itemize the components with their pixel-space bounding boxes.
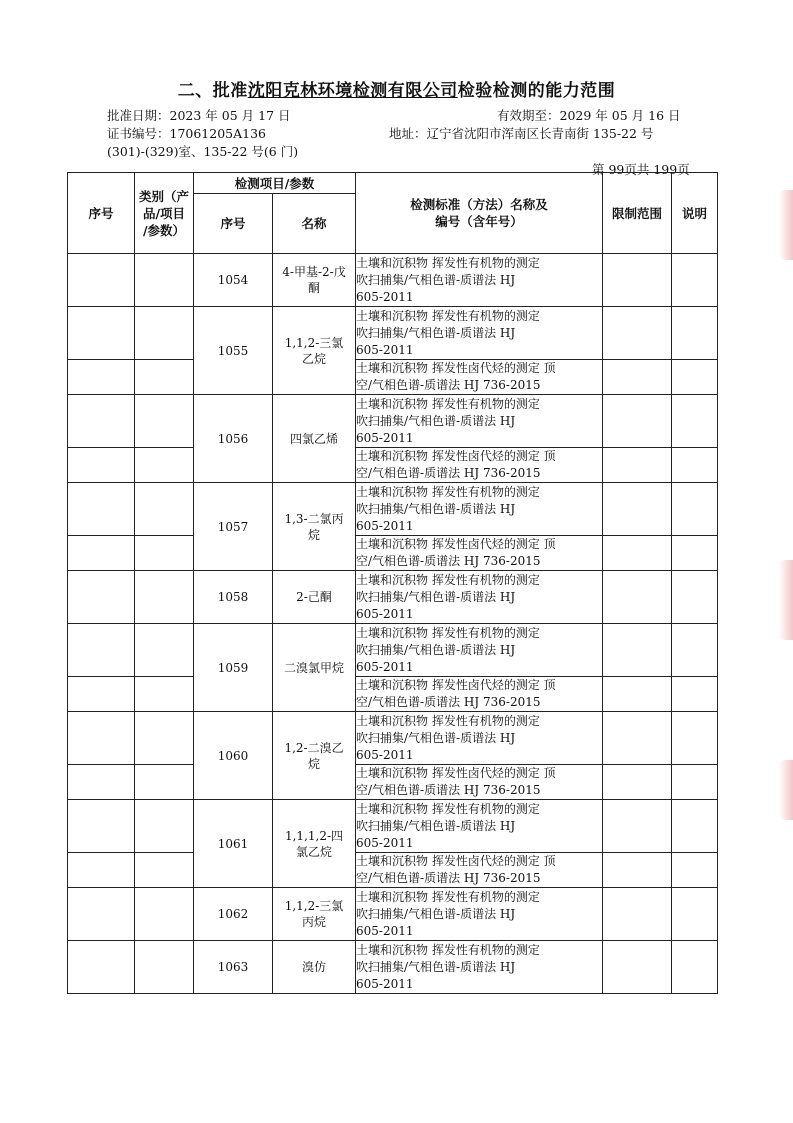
approval-date: 批准日期：2023 年 05 月 17 日 <box>107 108 291 123</box>
standard-line: 土壤和沉积物 挥发性有机物的测定 <box>356 484 540 499</box>
item-name-line: 四氯乙烯 <box>290 431 339 446</box>
limit-cell <box>603 624 672 677</box>
item-name-line: 二溴氯甲烷 <box>284 660 345 675</box>
item-name-line: 烷 <box>308 756 321 771</box>
limit-cell <box>603 571 672 624</box>
standard-line: 空/气相色谱-质谱法 HJ 736-2015 <box>356 378 541 392</box>
standard-cell <box>356 448 603 483</box>
table-row <box>68 254 718 307</box>
seq-cell <box>68 254 135 307</box>
standard-cell <box>356 624 603 677</box>
item-name <box>273 888 356 941</box>
category-cell <box>135 941 194 994</box>
item-number: 1059 <box>194 624 273 712</box>
standard-line: 吹扫捕集/气相色谱-质谱法 HJ <box>356 501 516 516</box>
item-name-line: 4-甲基-2-戊 <box>282 265 346 279</box>
table-row <box>68 448 718 483</box>
category-cell <box>135 677 194 712</box>
header-seq: 序号 <box>68 173 135 254</box>
standard-line: 土壤和沉积物 挥发性有机物的测定 <box>356 308 540 323</box>
note-cell <box>672 536 718 571</box>
standard-line: 605-2011 <box>356 342 414 357</box>
standard-cell <box>356 712 603 765</box>
category-cell <box>135 571 194 624</box>
seq-cell <box>68 888 135 941</box>
note-cell <box>672 677 718 712</box>
category-cell <box>135 536 194 571</box>
category-cell <box>135 853 194 888</box>
standard-line: 空/气相色谱-质谱法 HJ 736-2015 <box>356 783 541 797</box>
page-number: 第 99页共 199页 <box>592 162 690 177</box>
item-number: 1054 <box>194 254 273 307</box>
item-name <box>273 254 356 307</box>
seq-cell <box>68 853 135 888</box>
header-standard-line: 检测标准（方法）名称及 <box>410 197 548 212</box>
header-limit: 限制范围 <box>603 173 672 254</box>
note-cell <box>672 800 718 853</box>
standard-line: 605-2011 <box>356 289 414 304</box>
category-cell <box>135 800 194 853</box>
note-cell <box>672 712 718 765</box>
standard-line: 吹扫捕集/气相色谱-质谱法 HJ <box>356 642 516 657</box>
note-cell <box>672 941 718 994</box>
item-name-line: 乙烷 <box>302 351 327 366</box>
seq-cell <box>68 571 135 624</box>
item-name <box>273 483 356 571</box>
limit-cell <box>603 800 672 853</box>
category-cell <box>135 448 194 483</box>
standard-line: 605-2011 <box>356 430 414 445</box>
seal-edge-mark <box>779 760 793 820</box>
item-name-line: 1,1,1,2-四 <box>284 828 344 843</box>
standard-cell <box>356 254 603 307</box>
item-name-line: 氯乙烷 <box>296 844 333 859</box>
standard-line: 605-2011 <box>356 976 414 991</box>
limit-cell <box>603 712 672 765</box>
seq-cell <box>68 483 135 536</box>
limit-cell <box>603 677 672 712</box>
standard-line: 空/气相色谱-质谱法 HJ 736-2015 <box>356 695 541 709</box>
standard-line: 吹扫捕集/气相色谱-质谱法 HJ <box>356 589 516 604</box>
note-cell <box>672 853 718 888</box>
standard-cell <box>356 360 603 395</box>
seq-cell <box>68 765 135 800</box>
table-row <box>68 536 718 571</box>
standard-line: 吹扫捕集/气相色谱-质谱法 HJ <box>356 325 516 340</box>
note-cell <box>672 571 718 624</box>
standard-line: 605-2011 <box>356 747 414 762</box>
standard-cell <box>356 307 603 360</box>
standard-cell <box>356 888 603 941</box>
title-prefix: 二、批准 <box>177 81 248 101</box>
standard-line: 土壤和沉积物 挥发性有机物的测定 <box>356 942 540 957</box>
table-row <box>68 800 718 853</box>
valid-until: 有效期至：2029 年 05 月 16 日 <box>497 108 681 123</box>
standard-line: 土壤和沉积物 挥发性卤代烃的测定 顶 <box>356 361 556 375</box>
table-row <box>68 765 718 800</box>
standard-cell <box>356 765 603 800</box>
note-cell <box>672 888 718 941</box>
category-cell <box>135 712 194 765</box>
header-category-line: 品/项目 <box>142 205 186 221</box>
standard-line: 土壤和沉积物 挥发性有机物的测定 <box>356 255 540 270</box>
table-row <box>68 307 718 360</box>
item-name <box>273 307 356 395</box>
table-row <box>68 483 718 536</box>
item-number: 1063 <box>194 941 273 994</box>
page-title <box>0 76 793 101</box>
seq-cell <box>68 941 135 994</box>
standard-cell <box>356 483 603 536</box>
standard-line: 605-2011 <box>356 659 414 674</box>
category-cell <box>135 395 194 448</box>
header-category-line: 类别（产 <box>138 188 189 204</box>
item-name-line: 1,3-二氯丙 <box>284 511 344 526</box>
note-cell <box>672 765 718 800</box>
table-row <box>68 853 718 888</box>
standard-line: 吹扫捕集/气相色谱-质谱法 HJ <box>356 959 516 974</box>
item-number: 1058 <box>194 571 273 624</box>
limit-cell <box>603 483 672 536</box>
item-name-line: 烷 <box>308 527 321 542</box>
seq-cell <box>68 677 135 712</box>
standard-line: 605-2011 <box>356 923 414 938</box>
item-name <box>273 395 356 483</box>
category-cell <box>135 765 194 800</box>
table-row <box>68 395 718 448</box>
standard-line: 吹扫捕集/气相色谱-质谱法 HJ <box>356 730 516 745</box>
item-name <box>273 800 356 888</box>
limit-cell <box>603 254 672 307</box>
seal-edge-mark <box>779 560 793 640</box>
standard-line: 土壤和沉积物 挥发性卤代烃的测定 顶 <box>356 854 556 868</box>
limit-cell <box>603 853 672 888</box>
seq-cell <box>68 395 135 448</box>
category-cell <box>135 254 194 307</box>
table-row <box>68 360 718 395</box>
seq-cell <box>68 800 135 853</box>
seq-cell <box>68 536 135 571</box>
item-name <box>273 624 356 712</box>
category-cell <box>135 888 194 941</box>
header-standard-line: 编号（含年号） <box>435 214 523 229</box>
standard-line: 土壤和沉积物 挥发性卤代烃的测定 顶 <box>356 766 556 780</box>
seq-cell <box>68 712 135 765</box>
standard-line: 605-2011 <box>356 518 414 533</box>
item-name-line: 1,1,2-三氯 <box>284 335 344 350</box>
table-row <box>68 712 718 765</box>
category-cell <box>135 307 194 360</box>
table-row <box>68 624 718 677</box>
item-number: 1055 <box>194 307 273 395</box>
standard-line: 空/气相色谱-质谱法 HJ 736-2015 <box>356 466 541 480</box>
company-name: 沈阳克林环境检测有限公司 <box>247 81 458 101</box>
table-row <box>68 941 718 994</box>
note-cell <box>672 360 718 395</box>
seq-cell <box>68 624 135 677</box>
standard-cell <box>356 800 603 853</box>
item-name <box>273 712 356 800</box>
standard-line: 土壤和沉积物 挥发性卤代烃的测定 顶 <box>356 678 556 692</box>
standard-line: 吹扫捕集/气相色谱-质谱法 HJ <box>356 272 516 287</box>
limit-cell <box>603 307 672 360</box>
item-name-line: 1,1,2-三氯 <box>284 899 344 913</box>
item-name-line: 酮 <box>308 281 321 295</box>
standard-line: 土壤和沉积物 挥发性卤代烃的测定 顶 <box>356 449 556 463</box>
seq-cell <box>68 448 135 483</box>
limit-cell <box>603 941 672 994</box>
standard-cell <box>356 536 603 571</box>
category-cell <box>135 624 194 677</box>
limit-cell <box>603 395 672 448</box>
standard-line: 土壤和沉积物 挥发性有机物的测定 <box>356 625 540 640</box>
certificate-number: 证书编号：17061205A136 <box>107 126 267 141</box>
header-note: 说明 <box>672 173 718 254</box>
address: 地址：辽宁省沈阳市浑南区长青南街 135-22 号 <box>389 126 654 141</box>
header-category-line: /参数） <box>142 222 186 238</box>
header-standard <box>356 173 603 254</box>
item-name-line: 1,2-二溴乙 <box>284 740 344 755</box>
header-item-seq: 序号 <box>194 194 273 254</box>
standard-line: 土壤和沉积物 挥发性有机物的测定 <box>356 889 540 904</box>
standard-line: 土壤和沉积物 挥发性有机物的测定 <box>356 801 540 816</box>
item-number: 1060 <box>194 712 273 800</box>
table-row <box>68 571 718 624</box>
standard-cell <box>356 677 603 712</box>
standard-line: 土壤和沉积物 挥发性有机物的测定 <box>356 572 540 587</box>
note-cell <box>672 448 718 483</box>
standard-line: 吹扫捕集/气相色谱-质谱法 HJ <box>356 818 516 833</box>
standard-line: 605-2011 <box>356 835 414 850</box>
standard-line: 空/气相色谱-质谱法 HJ 736-2015 <box>356 554 541 568</box>
note-cell <box>672 624 718 677</box>
note-cell <box>672 254 718 307</box>
standard-cell <box>356 853 603 888</box>
standard-line: 土壤和沉积物 挥发性有机物的测定 <box>356 396 540 411</box>
capability-scope-table <box>67 172 718 994</box>
header-category <box>135 173 194 254</box>
item-number: 1061 <box>194 800 273 888</box>
category-cell <box>135 360 194 395</box>
title-suffix: 检验检测的能力范围 <box>457 81 616 101</box>
limit-cell <box>603 360 672 395</box>
limit-cell <box>603 536 672 571</box>
standard-line: 吹扫捕集/气相色谱-质谱法 HJ <box>356 906 516 921</box>
note-cell <box>672 395 718 448</box>
header-items-group: 检测项目/参数 <box>194 173 356 194</box>
item-number: 1062 <box>194 888 273 941</box>
standard-line: 土壤和沉积物 挥发性有机物的测定 <box>356 713 540 728</box>
limit-cell <box>603 448 672 483</box>
table-row <box>68 677 718 712</box>
item-name-line: 2-己酮 <box>296 590 332 604</box>
item-number: 1056 <box>194 395 273 483</box>
standard-line: 吹扫捕集/气相色谱-质谱法 HJ <box>356 413 516 428</box>
seq-cell <box>68 360 135 395</box>
item-name-line: 丙烷 <box>302 915 327 929</box>
table-row <box>68 888 718 941</box>
seq-cell <box>68 307 135 360</box>
note-cell <box>672 483 718 536</box>
standard-cell <box>356 941 603 994</box>
address-continued: (301)-(329)室、135-22 号(6 门) <box>107 144 299 159</box>
category-cell <box>135 483 194 536</box>
standard-line: 土壤和沉积物 挥发性卤代烃的测定 顶 <box>356 537 556 551</box>
limit-cell <box>603 888 672 941</box>
item-number: 1057 <box>194 483 273 571</box>
item-name-line: 溴仿 <box>302 960 327 974</box>
limit-cell <box>603 765 672 800</box>
standard-cell <box>356 395 603 448</box>
seal-edge-mark <box>779 190 793 260</box>
header-item-name: 名称 <box>273 194 356 254</box>
item-name <box>273 941 356 994</box>
standard-cell <box>356 571 603 624</box>
standard-line: 605-2011 <box>356 606 414 621</box>
item-name <box>273 571 356 624</box>
note-cell <box>672 307 718 360</box>
standard-line: 空/气相色谱-质谱法 HJ 736-2015 <box>356 871 541 885</box>
